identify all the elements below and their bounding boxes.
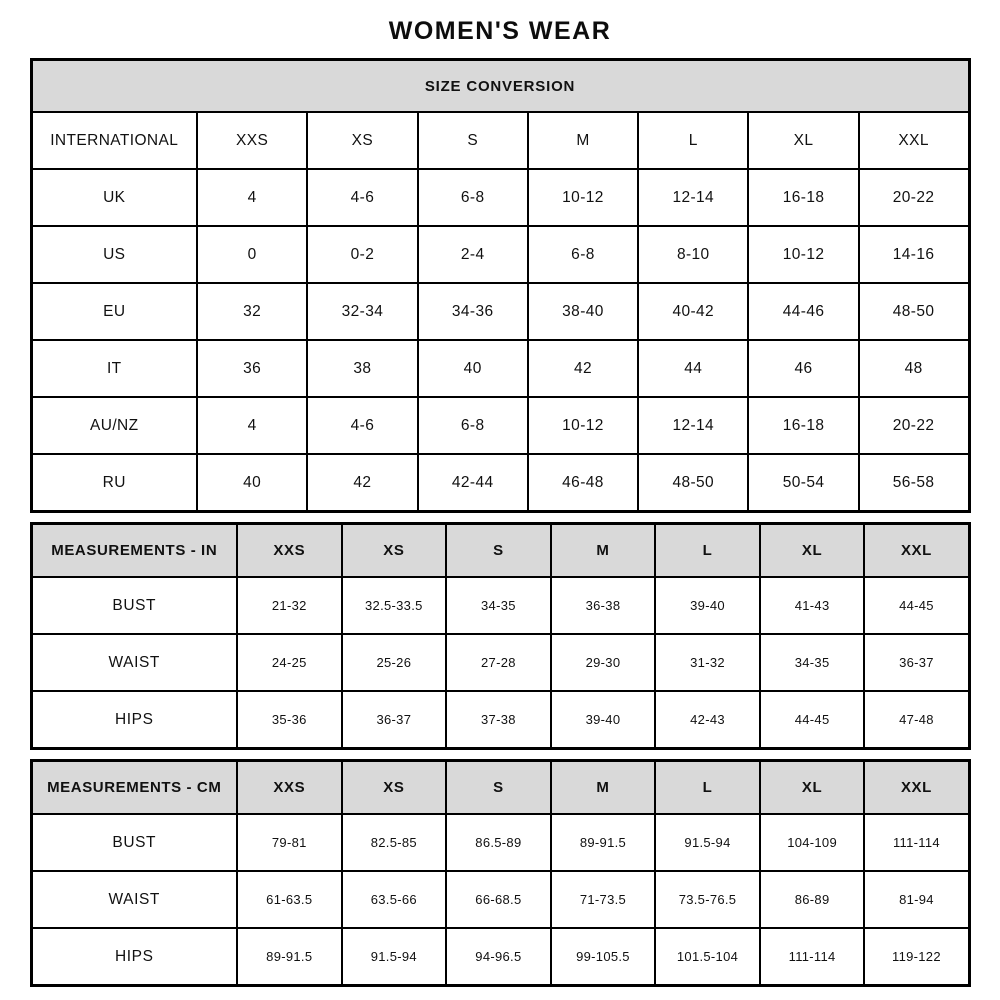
value-cell: 20-22 [859,169,969,226]
value-cell: 66-68.5 [446,871,551,928]
value-cell: 86.5-89 [446,814,551,871]
column-header-size: S [418,112,528,169]
value-cell: 37-38 [446,691,551,749]
measurements-cm-header-row [31,761,969,815]
table-row [31,691,969,749]
value-cell: 89-91.5 [237,928,342,986]
row-label: EU [31,283,197,340]
table-row [31,814,969,871]
column-header-label: INTERNATIONAL [31,112,197,169]
value-cell: 48-50 [638,454,748,512]
value-cell: 29-30 [551,634,656,691]
row-label: UK [31,169,197,226]
value-cell: 119-122 [864,928,969,986]
value-cell: 10-12 [748,226,858,283]
value-cell: 42 [307,454,417,512]
value-cell: 31-32 [655,634,760,691]
value-cell: 42-44 [418,454,528,512]
value-cell: 4 [197,169,307,226]
value-cell: 111-114 [760,928,865,986]
measurements-in-header-row [31,524,969,578]
value-cell: 91.5-94 [655,814,760,871]
value-cell: 16-18 [748,397,858,454]
value-cell: 34-36 [418,283,528,340]
value-cell: 94-96.5 [446,928,551,986]
size-conversion-header-row [31,112,969,169]
value-cell: 91.5-94 [342,928,447,986]
value-cell: 104-109 [760,814,865,871]
value-cell: 40-42 [638,283,748,340]
column-header-size: XXL [864,524,969,578]
value-cell: 40 [197,454,307,512]
size-conversion-banner-row [31,60,969,113]
value-cell: 86-89 [760,871,865,928]
column-header-size: XXL [864,761,969,815]
value-cell: 34-35 [446,577,551,634]
column-header-size: M [551,761,656,815]
value-cell: 42-43 [655,691,760,749]
value-cell: 39-40 [655,577,760,634]
column-header-size: XL [748,112,858,169]
row-label: WAIST [31,634,237,691]
value-cell: 89-91.5 [551,814,656,871]
value-cell: 81-94 [864,871,969,928]
table-row [31,397,969,454]
value-cell: 46-48 [528,454,638,512]
measurements-in-table [30,522,971,750]
value-cell: 36-37 [342,691,447,749]
value-cell: 42 [528,340,638,397]
value-cell: 4 [197,397,307,454]
value-cell: 71-73.5 [551,871,656,928]
value-cell: 47-48 [864,691,969,749]
column-header-size: M [528,112,638,169]
value-cell: 6-8 [418,397,528,454]
column-header-label: MEASUREMENTS - IN [31,524,237,578]
value-cell: 44-45 [864,577,969,634]
value-cell: 25-26 [342,634,447,691]
column-header-size: XS [307,112,417,169]
column-header-size: XL [760,761,865,815]
column-header-label: MEASUREMENTS - CM [31,761,237,815]
row-label: AU/NZ [31,397,197,454]
value-cell: 6-8 [418,169,528,226]
column-header-size: L [655,761,760,815]
column-header-size: XXS [237,761,342,815]
column-header-size: M [551,524,656,578]
value-cell: 44-45 [760,691,865,749]
table-row [31,340,969,397]
value-cell: 21-32 [237,577,342,634]
value-cell: 50-54 [748,454,858,512]
value-cell: 4-6 [307,169,417,226]
column-header-size: XS [342,524,447,578]
value-cell: 14-16 [859,226,969,283]
value-cell: 0-2 [307,226,417,283]
size-conversion-table [30,58,971,513]
value-cell: 79-81 [237,814,342,871]
value-cell: 73.5-76.5 [655,871,760,928]
value-cell: 40 [418,340,528,397]
row-label: WAIST [31,871,237,928]
value-cell: 35-36 [237,691,342,749]
column-header-size: XXL [859,112,969,169]
column-header-size: XL [760,524,865,578]
value-cell: 12-14 [638,397,748,454]
value-cell: 56-58 [859,454,969,512]
table-row [31,871,969,928]
row-label: BUST [31,814,237,871]
value-cell: 36 [197,340,307,397]
value-cell: 8-10 [638,226,748,283]
value-cell: 44 [638,340,748,397]
row-label: RU [31,454,197,512]
column-header-size: L [655,524,760,578]
value-cell: 32.5-33.5 [342,577,447,634]
value-cell: 48 [859,340,969,397]
row-label: HIPS [31,691,237,749]
table-row [31,634,969,691]
value-cell: 24-25 [237,634,342,691]
row-label: BUST [31,577,237,634]
value-cell: 16-18 [748,169,858,226]
column-header-size: XS [342,761,447,815]
value-cell: 101.5-104 [655,928,760,986]
value-cell: 44-46 [748,283,858,340]
value-cell: 36-37 [864,634,969,691]
value-cell: 63.5-66 [342,871,447,928]
value-cell: 38 [307,340,417,397]
column-header-size: XXS [197,112,307,169]
row-label: US [31,226,197,283]
value-cell: 34-35 [760,634,865,691]
value-cell: 38-40 [528,283,638,340]
value-cell: 41-43 [760,577,865,634]
column-header-size: XXS [237,524,342,578]
table-row [31,577,969,634]
value-cell: 46 [748,340,858,397]
value-cell: 99-105.5 [551,928,656,986]
value-cell: 4-6 [307,397,417,454]
value-cell: 10-12 [528,397,638,454]
value-cell: 20-22 [859,397,969,454]
value-cell: 0 [197,226,307,283]
value-cell: 6-8 [528,226,638,283]
value-cell: 111-114 [864,814,969,871]
table-row [31,283,969,340]
value-cell: 12-14 [638,169,748,226]
value-cell: 10-12 [528,169,638,226]
page-title: WOMEN'S WEAR [388,17,612,45]
table-row [31,226,969,283]
value-cell: 27-28 [446,634,551,691]
value-cell: 82.5-85 [342,814,447,871]
value-cell: 2-4 [418,226,528,283]
value-cell: 39-40 [551,691,656,749]
measurements-cm-table [30,759,971,987]
value-cell: 32-34 [307,283,417,340]
column-header-size: L [638,112,748,169]
value-cell: 32 [197,283,307,340]
row-label: IT [31,340,197,397]
table-row [31,169,969,226]
value-cell: 48-50 [859,283,969,340]
column-header-size: S [446,761,551,815]
column-header-size: S [446,524,551,578]
size-conversion-banner: SIZE CONVERSION [31,60,969,113]
value-cell: 61-63.5 [237,871,342,928]
row-label: HIPS [31,928,237,986]
table-row [31,928,969,986]
value-cell: 36-38 [551,577,656,634]
table-row [31,454,969,512]
